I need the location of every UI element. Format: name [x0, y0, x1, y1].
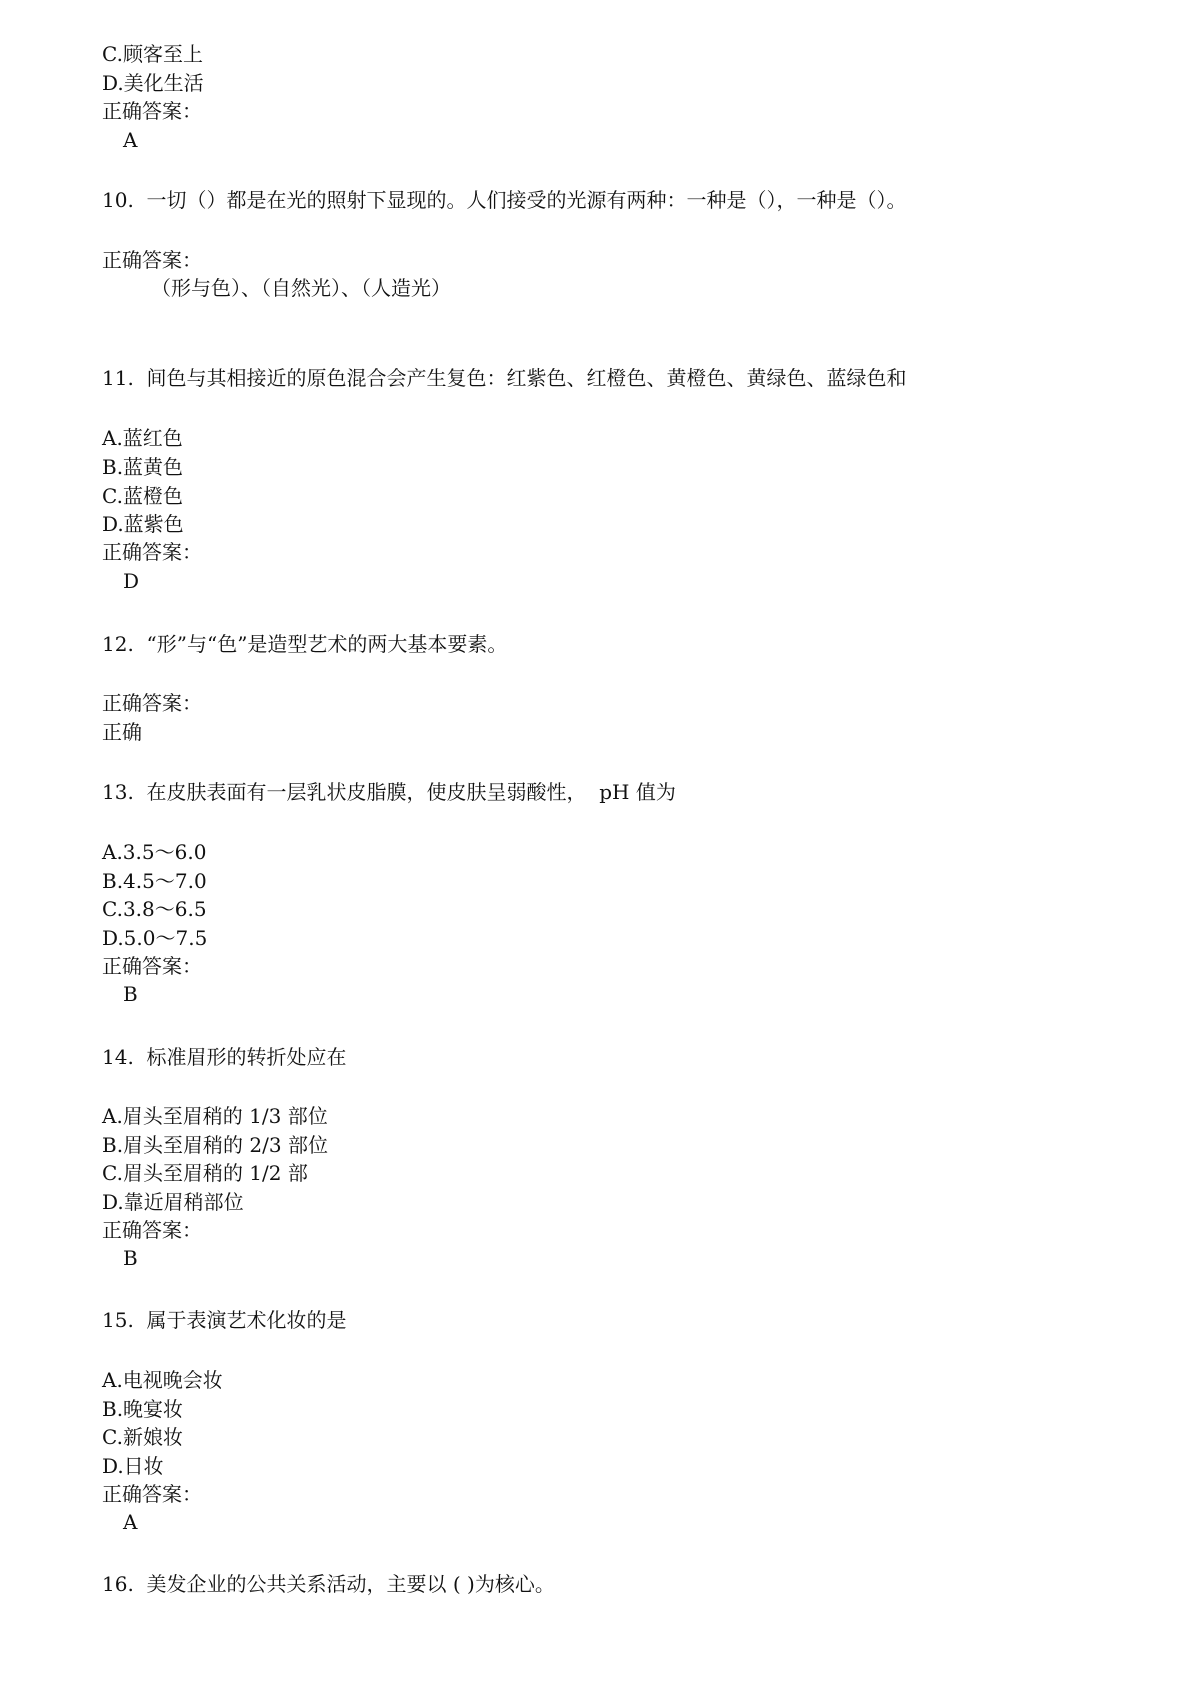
option-a: A.3.5～6.0: [102, 840, 207, 864]
option-c: C.眉头至眉稍的 1/2 部: [102, 1161, 308, 1185]
option-c: C.顾客至上: [102, 42, 203, 66]
option-d: D.蓝紫色: [102, 512, 184, 536]
option-d: D.5.0～7.5: [102, 926, 208, 950]
answer-value: D: [123, 569, 140, 593]
question-15: 15. 属于表演艺术化妆的是: [102, 1308, 347, 1332]
question-14: 14. 标准眉形的转折处应在: [102, 1045, 347, 1069]
answer-value: B: [123, 982, 138, 1006]
question-10: 10. 一切（）都是在光的照射下显现的。人们接受的光源有两种：一种是（），一种是（）。: [102, 188, 907, 212]
answer-value: A: [123, 128, 138, 152]
answer-label: 正确答案：: [102, 99, 202, 123]
option-a: A.蓝红色: [102, 426, 183, 450]
option-b: B.晚宴妆: [102, 1397, 184, 1421]
answer-label: 正确答案：: [102, 248, 202, 272]
answer-value: （形与色）、（自然光）、（人造光）: [151, 276, 451, 300]
option-d: D.日妆: [102, 1454, 164, 1478]
option-c: C.3.8～6.5: [102, 897, 207, 921]
question-11: 11. 间色与其相接近的原色混合会产生复色：红紫色、红橙色、黄橙色、黄绿色、蓝绿色和: [102, 366, 907, 390]
answer-value: B: [123, 1246, 138, 1270]
option-c: C.蓝橙色: [102, 484, 183, 508]
question-16: 16. 美发企业的公共关系活动，主要以 ( )为核心。: [102, 1572, 555, 1596]
question-13: 13. 在皮肤表面有一层乳状皮脂膜，使皮肤呈弱酸性， pH 值为: [102, 780, 676, 804]
question-12: 12. “形”与“色”是造型艺术的两大基本要素。: [102, 632, 508, 656]
answer-label: 正确答案：: [102, 691, 202, 715]
answer-label: 正确答案：: [102, 540, 202, 564]
option-b: B.4.5～7.0: [102, 869, 207, 893]
option-b: B.蓝黄色: [102, 455, 184, 479]
answer-value: A: [123, 1510, 138, 1534]
answer-value: 正确: [102, 720, 142, 744]
option-d: D.美化生活: [102, 71, 204, 95]
option-d: D.靠近眉稍部位: [102, 1190, 244, 1214]
option-a: A.眉头至眉稍的 1/3 部位: [102, 1104, 328, 1128]
option-c: C.新娘妆: [102, 1425, 183, 1449]
answer-label: 正确答案：: [102, 1482, 202, 1506]
option-a: A.电视晚会妆: [102, 1368, 223, 1392]
answer-label: 正确答案：: [102, 954, 202, 978]
answer-label: 正确答案：: [102, 1218, 202, 1242]
option-b: B.眉头至眉稍的 2/3 部位: [102, 1133, 328, 1157]
